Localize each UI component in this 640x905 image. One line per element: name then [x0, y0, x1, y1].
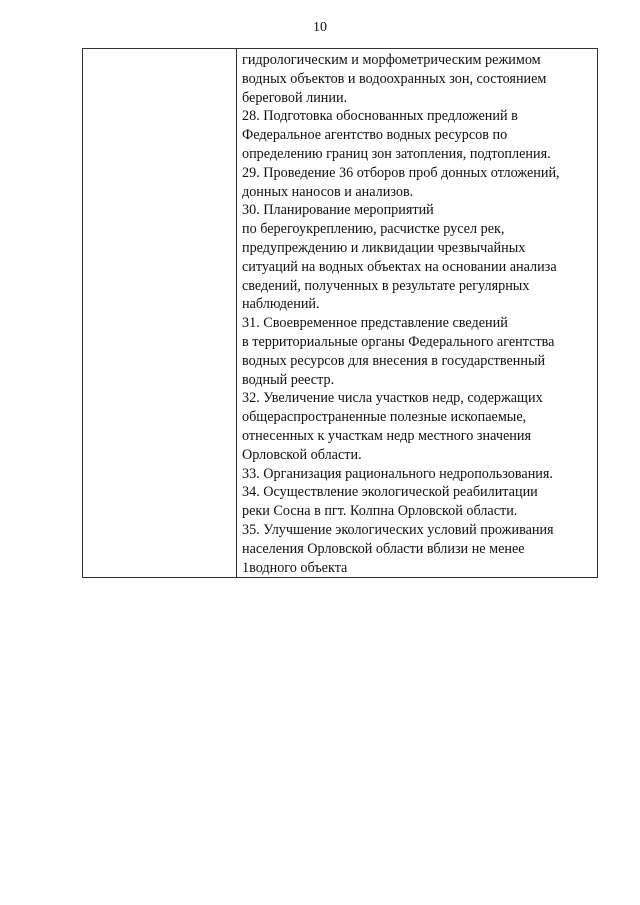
list-item: 32. Увеличение числа участков недр, содержащих общераспространенные полезные ископаемые, отнесенных к участкам недр местного значения Орловской области. [242, 390, 543, 463]
list-item: 31. Своевременное представление сведений в территориальные органы Федерального агентства водных ресурсов для внесения в государственный водный реестр. [242, 315, 555, 388]
list-item: 35. Улучшение экологических условий проживания населения Орловской области вблизи не менее 1водного объекта [242, 521, 554, 576]
content-table [82, 48, 598, 578]
list-item: 33. Организация рационального недропользования. [242, 465, 553, 482]
table-row [83, 49, 598, 578]
list-item: гидрологическим и морфометрическим режимом водных объектов и водоохранных зон, состоянием береговой линии. [242, 52, 547, 106]
table-cell-empty [83, 49, 237, 578]
page-number: 10 [313, 20, 327, 35]
list-item: 28. Подготовка обоснованных предложений в Федеральное агентство водных ресурсов по определению границ зон затопления, подтопления. [242, 108, 551, 162]
table-cell-measures [237, 49, 598, 578]
list-item: 34. Осуществление экологической реабилитации реки Сосна в пгт. Колпна Орловской области. [242, 484, 538, 520]
list-item: 30. Планирование мероприятий по берегоукреплению, расчистке русел рек, предупреждению и ликвидации чрезвычайных ситуаций на водных объектах на основании анализа сведений, полученных в результате регулярных наблюдений. [242, 202, 557, 313]
list-item: 29. Проведение 36 отборов проб донных отложений, донных наносов и анализов. [242, 164, 560, 200]
